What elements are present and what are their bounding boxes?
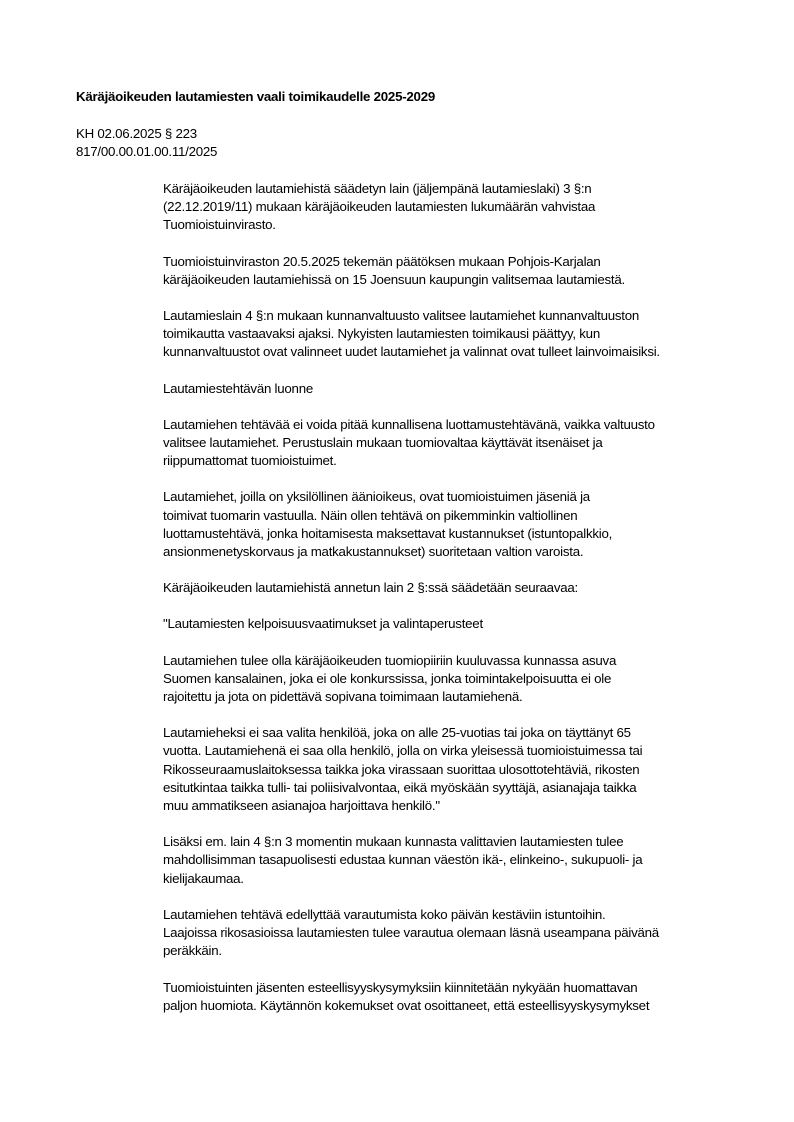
text-line: peräkkäin. bbox=[163, 943, 222, 959]
document-title: Käräjäoikeuden lautamiesten vaali toimikaudelle 2025-2029 bbox=[76, 89, 435, 104]
paragraph bbox=[163, 579, 763, 597]
text-line: kielijakaumaa. bbox=[163, 870, 244, 886]
text-line: valitsee lautamiehet. Perustuslain mukaan tuomiovaltaa käyttävät itsenäiset ja bbox=[163, 435, 603, 451]
text-line: Lautamiehen tehtävää ei voida pitää kunnallisena luottamustehtävänä, vaikka valtuusto bbox=[163, 416, 655, 432]
text-line: Tuomioistuinviraston 20.5.2025 tekemän päätöksen mukaan Pohjois-Karjalan bbox=[163, 253, 601, 269]
text-line: toimikautta vastaavaksi ajaksi. Nykyisten lautamiesten toimikausi päättyy, kun bbox=[163, 326, 600, 342]
text-line: esitutkintaa taikka tulli- tai poliisivalvontaa, eikä myöskään syyttäjä, asianajaja taikka bbox=[163, 779, 637, 795]
paragraph bbox=[163, 979, 763, 1015]
text-line: Lautamiehen tulee olla käräjäoikeuden tuomiopiiriin kuuluvassa kunnassa asuva bbox=[163, 652, 617, 668]
text-line: Tuomioistuinten jäsenten esteellisyyskysymyksiin kiinnitetään nykyään huomattavan bbox=[163, 979, 638, 995]
paragraph bbox=[163, 307, 763, 362]
paragraph bbox=[163, 833, 763, 888]
text-line: Lisäksi em. lain 4 §:n 3 momentin mukaan kunnasta valittavien lautamiesten tulee bbox=[163, 834, 624, 850]
text-line: (22.12.2019/11) mukaan käräjäoikeuden lautamiesten lukumäärän vahvistaa bbox=[163, 199, 596, 215]
text-line: Lautamiehet, joilla on yksilöllinen äänioikeus, ovat tuomioistuimen jäseniä ja bbox=[163, 489, 590, 505]
text-line: Laajoissa rikosasioissa lautamiesten tulee varautua olemaan läsnä useampana päivänä bbox=[163, 925, 659, 941]
text-line: Rikosseuraamuslaitoksessa taikka joka virassaan suorittaa ulosottotehtäviä, rikosten bbox=[163, 761, 640, 777]
text-line: vuotta. Lautamiehenä ei saa olla henkilö, jolla on virka yleisessä tuomioistuimessa tai bbox=[163, 743, 643, 759]
text-line: Suomen kansalainen, joka ei ole konkurssissa, jonka toimintakelpoisuutta ei ole bbox=[163, 670, 612, 686]
text-line: toimivat tuomarin vastuulla. Näin ollen tehtävä on pikemminkin valtiollinen bbox=[163, 507, 578, 523]
record-number: 817/00.00.01.00.11/2025 bbox=[76, 144, 218, 159]
section-heading bbox=[163, 380, 763, 398]
text-line: mahdollisimman tasapuolisesti edustaa kunnan väestön ikä-, elinkeino-, sukupuoli- ja bbox=[163, 852, 643, 868]
text-line: Lautamiestehtävän luonne bbox=[163, 380, 313, 396]
section-heading bbox=[163, 615, 763, 633]
paragraph bbox=[163, 488, 763, 561]
paragraph bbox=[163, 180, 763, 235]
document-body bbox=[163, 180, 763, 1033]
text-line: luottamustehtävä, jonka hoitamisesta maksettavat kustannukset (istuntopalkkio, bbox=[163, 525, 613, 541]
text-line: ansionmenetyskorvaus ja matkakustannukset) suoritetaan valtion varoista. bbox=[163, 544, 584, 560]
text-line: "Lautamiesten kelpoisuusvaatimukset ja valintaperusteet bbox=[163, 616, 483, 632]
text-line: Tuomioistuinvirasto. bbox=[163, 217, 276, 233]
paragraph bbox=[163, 724, 763, 815]
text-line: Käräjäoikeuden lautamiehistä annetun lain 2 §:ssä säädetään seuraavaa: bbox=[163, 580, 578, 596]
meeting-reference: KH 02.06.2025 § 223 bbox=[76, 126, 197, 141]
text-line: Lautamiehen tehtävä edellyttää varautumista koko päivän kestäviin istuntoihin. bbox=[163, 906, 606, 922]
text-line: Lautamieslain 4 §:n mukaan kunnanvaltuusto valitsee lautamiehet kunnanvaltuuston bbox=[163, 308, 640, 324]
paragraph bbox=[163, 906, 763, 961]
paragraph bbox=[163, 652, 763, 707]
text-line: muu ammatikseen asianajoa harjoittava henkilö." bbox=[163, 798, 440, 814]
text-line: käräjäoikeuden lautamiehissä on 15 Joensuun kaupungin valitsemaa lautamiestä. bbox=[163, 271, 625, 287]
paragraph bbox=[163, 253, 763, 289]
paragraph bbox=[163, 416, 763, 471]
document-meta bbox=[76, 125, 217, 161]
text-line: kunnanvaltuustot ovat valinneet uudet lautamiehet ja valinnat ovat tulleet lainvoimaisiksi. bbox=[163, 344, 660, 360]
text-line: rajoitettu ja jota on pidettävä sopivana toimimaan lautamiehenä. bbox=[163, 689, 523, 705]
text-line: paljon huomiota. Käytännön kokemukset ovat osoittaneet, että esteellisyyskysymykset bbox=[163, 997, 650, 1013]
text-line: Käräjäoikeuden lautamiehistä säädetyn lain (jäljempänä lautamieslaki) 3 §:n bbox=[163, 181, 592, 196]
text-line: riippumattomat tuomioistuimet. bbox=[163, 453, 337, 469]
text-line: Lautamieheksi ei saa valita henkilöä, joka on alle 25-vuotias tai joka on täyttänyt 65 bbox=[163, 725, 631, 741]
